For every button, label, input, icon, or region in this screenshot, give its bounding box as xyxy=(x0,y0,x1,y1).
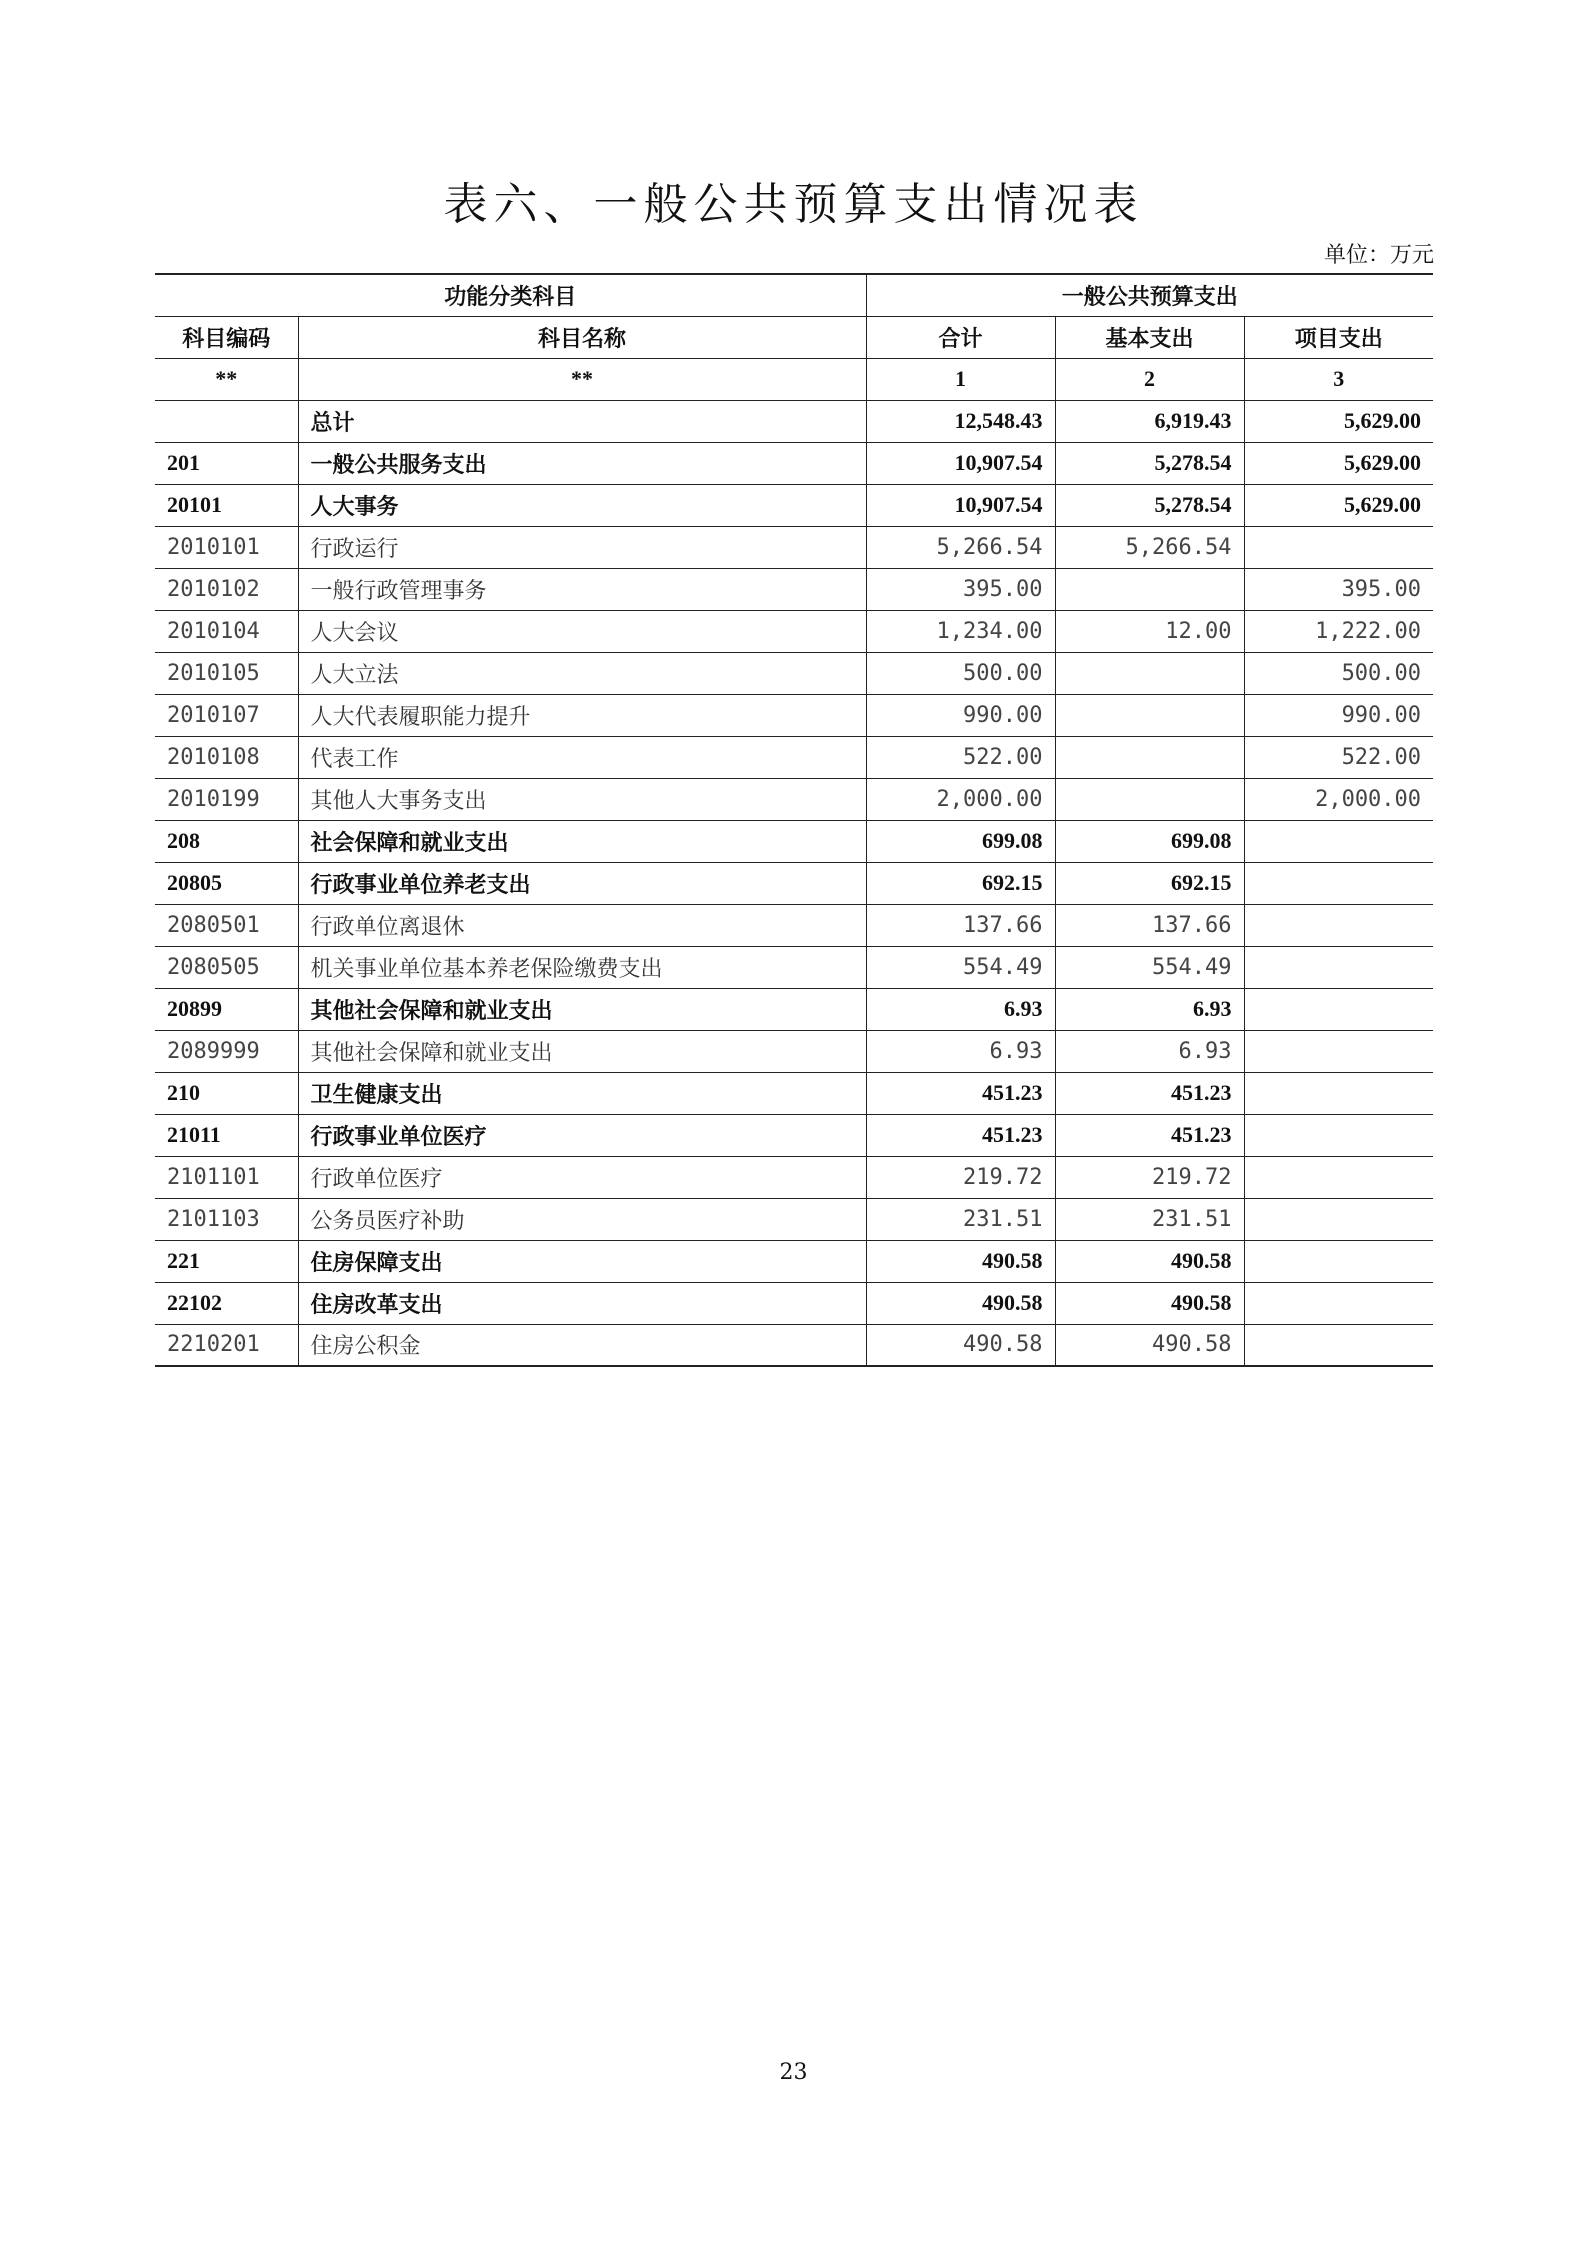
row-code: 210 xyxy=(155,1072,298,1114)
row-project: 2,000.00 xyxy=(1244,778,1433,820)
table-row xyxy=(155,736,1433,778)
row-basic: 6.93 xyxy=(1055,1030,1244,1072)
row-name: 其他社会保障和就业支出 xyxy=(298,1030,866,1072)
row-basic: 12.00 xyxy=(1055,610,1244,652)
table-row xyxy=(155,484,1433,526)
row-name: 人大会议 xyxy=(298,610,866,652)
row-name: 行政事业单位医疗 xyxy=(298,1114,866,1156)
row-total: 490.58 xyxy=(866,1240,1055,1282)
row-name: 公务员医疗补助 xyxy=(298,1198,866,1240)
row-total: 6.93 xyxy=(866,1030,1055,1072)
row-project: 5,629.00 xyxy=(1244,442,1433,484)
row-project xyxy=(1244,1030,1433,1072)
row-code: 2089999 xyxy=(155,1030,298,1072)
table-row xyxy=(155,568,1433,610)
table-row xyxy=(155,988,1433,1030)
table-row xyxy=(155,694,1433,736)
row-code: 2080505 xyxy=(155,946,298,988)
row-name: 人大事务 xyxy=(298,484,866,526)
row-project xyxy=(1244,1240,1433,1282)
row-project xyxy=(1244,1072,1433,1114)
index-project: 3 xyxy=(1244,358,1433,400)
row-total: 2,000.00 xyxy=(866,778,1055,820)
table-row xyxy=(155,400,1433,442)
row-project: 1,222.00 xyxy=(1244,610,1433,652)
table-row xyxy=(155,904,1433,946)
row-project xyxy=(1244,946,1433,988)
row-basic: 219.72 xyxy=(1055,1156,1244,1198)
row-basic: 137.66 xyxy=(1055,904,1244,946)
table-row xyxy=(155,820,1433,862)
row-basic: 490.58 xyxy=(1055,1240,1244,1282)
header-group-budget: 一般公共预算支出 xyxy=(866,274,1433,316)
row-basic: 699.08 xyxy=(1055,820,1244,862)
header-index-row xyxy=(155,358,1433,400)
header-group-function: 功能分类科目 xyxy=(155,274,866,316)
row-total: 699.08 xyxy=(866,820,1055,862)
row-basic: 692.15 xyxy=(1055,862,1244,904)
row-basic xyxy=(1055,694,1244,736)
header-name: 科目名称 xyxy=(298,316,866,358)
row-code: 20101 xyxy=(155,484,298,526)
row-code xyxy=(155,400,298,442)
row-basic: 490.58 xyxy=(1055,1282,1244,1324)
row-basic: 5,278.54 xyxy=(1055,484,1244,526)
table-row xyxy=(155,652,1433,694)
row-code: 2010101 xyxy=(155,526,298,568)
row-code: 201 xyxy=(155,442,298,484)
table-row xyxy=(155,1114,1433,1156)
table-row xyxy=(155,1324,1433,1366)
row-project: 522.00 xyxy=(1244,736,1433,778)
row-code: 21011 xyxy=(155,1114,298,1156)
row-code: 2010107 xyxy=(155,694,298,736)
row-basic: 451.23 xyxy=(1055,1114,1244,1156)
row-name: 住房公积金 xyxy=(298,1324,866,1366)
budget-table xyxy=(155,273,1433,1367)
row-name: 一般行政管理事务 xyxy=(298,568,866,610)
row-basic xyxy=(1055,778,1244,820)
row-basic xyxy=(1055,652,1244,694)
row-project xyxy=(1244,526,1433,568)
table-row xyxy=(155,778,1433,820)
table-row xyxy=(155,1156,1433,1198)
row-name: 一般公共服务支出 xyxy=(298,442,866,484)
row-project xyxy=(1244,1156,1433,1198)
row-total: 990.00 xyxy=(866,694,1055,736)
row-project xyxy=(1244,988,1433,1030)
row-basic: 6,919.43 xyxy=(1055,400,1244,442)
row-name: 行政运行 xyxy=(298,526,866,568)
table-row xyxy=(155,1198,1433,1240)
row-project xyxy=(1244,1114,1433,1156)
row-project xyxy=(1244,1198,1433,1240)
row-code: 22102 xyxy=(155,1282,298,1324)
row-total: 10,907.54 xyxy=(866,442,1055,484)
row-name: 人大立法 xyxy=(298,652,866,694)
row-code: 2010108 xyxy=(155,736,298,778)
row-code: 208 xyxy=(155,820,298,862)
table-row xyxy=(155,1030,1433,1072)
row-basic: 451.23 xyxy=(1055,1072,1244,1114)
row-basic xyxy=(1055,736,1244,778)
row-name: 住房改革支出 xyxy=(298,1282,866,1324)
row-project: 5,629.00 xyxy=(1244,400,1433,442)
row-name: 代表工作 xyxy=(298,736,866,778)
index-code: ** xyxy=(155,358,298,400)
row-total: 500.00 xyxy=(866,652,1055,694)
row-name: 行政事业单位养老支出 xyxy=(298,862,866,904)
row-code: 2010199 xyxy=(155,778,298,820)
row-code: 2080501 xyxy=(155,904,298,946)
row-project xyxy=(1244,1324,1433,1366)
header-basic: 基本支出 xyxy=(1055,316,1244,358)
header-code: 科目编码 xyxy=(155,316,298,358)
row-basic: 231.51 xyxy=(1055,1198,1244,1240)
row-project: 500.00 xyxy=(1244,652,1433,694)
header-group-row xyxy=(155,274,1433,316)
row-basic xyxy=(1055,568,1244,610)
row-total: 554.49 xyxy=(866,946,1055,988)
row-project: 990.00 xyxy=(1244,694,1433,736)
row-total: 490.58 xyxy=(866,1282,1055,1324)
row-name: 其他社会保障和就业支出 xyxy=(298,988,866,1030)
row-code: 2210201 xyxy=(155,1324,298,1366)
row-code: 2101103 xyxy=(155,1198,298,1240)
row-basic: 5,278.54 xyxy=(1055,442,1244,484)
header-column-row xyxy=(155,316,1433,358)
row-code: 2010105 xyxy=(155,652,298,694)
row-project xyxy=(1244,862,1433,904)
row-code: 2010102 xyxy=(155,568,298,610)
row-basic: 6.93 xyxy=(1055,988,1244,1030)
row-project xyxy=(1244,1282,1433,1324)
row-name: 机关事业单位基本养老保险缴费支出 xyxy=(298,946,866,988)
row-code: 20899 xyxy=(155,988,298,1030)
table-row xyxy=(155,1072,1433,1114)
row-total: 219.72 xyxy=(866,1156,1055,1198)
header-project: 项目支出 xyxy=(1244,316,1433,358)
table-row xyxy=(155,610,1433,652)
row-name: 住房保障支出 xyxy=(298,1240,866,1282)
row-basic: 5,266.54 xyxy=(1055,526,1244,568)
table-row xyxy=(155,946,1433,988)
row-total: 451.23 xyxy=(866,1114,1055,1156)
row-code: 20805 xyxy=(155,862,298,904)
row-basic: 490.58 xyxy=(1055,1324,1244,1366)
row-total: 6.93 xyxy=(866,988,1055,1030)
row-name: 社会保障和就业支出 xyxy=(298,820,866,862)
table-row xyxy=(155,1282,1433,1324)
row-project xyxy=(1244,904,1433,946)
row-total: 231.51 xyxy=(866,1198,1055,1240)
row-code: 2010104 xyxy=(155,610,298,652)
index-basic: 2 xyxy=(1055,358,1244,400)
row-project xyxy=(1244,820,1433,862)
row-total: 5,266.54 xyxy=(866,526,1055,568)
row-code: 2101101 xyxy=(155,1156,298,1198)
row-total: 137.66 xyxy=(866,904,1055,946)
row-basic: 554.49 xyxy=(1055,946,1244,988)
row-project: 5,629.00 xyxy=(1244,484,1433,526)
row-code: 221 xyxy=(155,1240,298,1282)
row-total: 395.00 xyxy=(866,568,1055,610)
row-total: 451.23 xyxy=(866,1072,1055,1114)
row-total: 522.00 xyxy=(866,736,1055,778)
table-row xyxy=(155,526,1433,568)
index-total: 1 xyxy=(866,358,1055,400)
page-number: 23 xyxy=(779,2060,808,2085)
table-row xyxy=(155,442,1433,484)
unit-label: 单位：万元 xyxy=(1323,243,1434,268)
row-total: 12,548.43 xyxy=(866,400,1055,442)
table-row xyxy=(155,862,1433,904)
row-name: 行政单位医疗 xyxy=(298,1156,866,1198)
row-project: 395.00 xyxy=(1244,568,1433,610)
row-name: 人大代表履职能力提升 xyxy=(298,694,866,736)
table-body xyxy=(155,400,1433,1366)
row-name: 总计 xyxy=(298,400,866,442)
row-name: 行政单位离退休 xyxy=(298,904,866,946)
header-total: 合计 xyxy=(866,316,1055,358)
row-name: 其他人大事务支出 xyxy=(298,778,866,820)
row-total: 490.58 xyxy=(866,1324,1055,1366)
table-row xyxy=(155,1240,1433,1282)
row-name: 卫生健康支出 xyxy=(298,1072,866,1114)
row-total: 1,234.00 xyxy=(866,610,1055,652)
row-total: 692.15 xyxy=(866,862,1055,904)
index-name: ** xyxy=(298,358,866,400)
row-total: 10,907.54 xyxy=(866,484,1055,526)
page-title: 表六、一般公共预算支出情况表 xyxy=(443,179,1144,230)
